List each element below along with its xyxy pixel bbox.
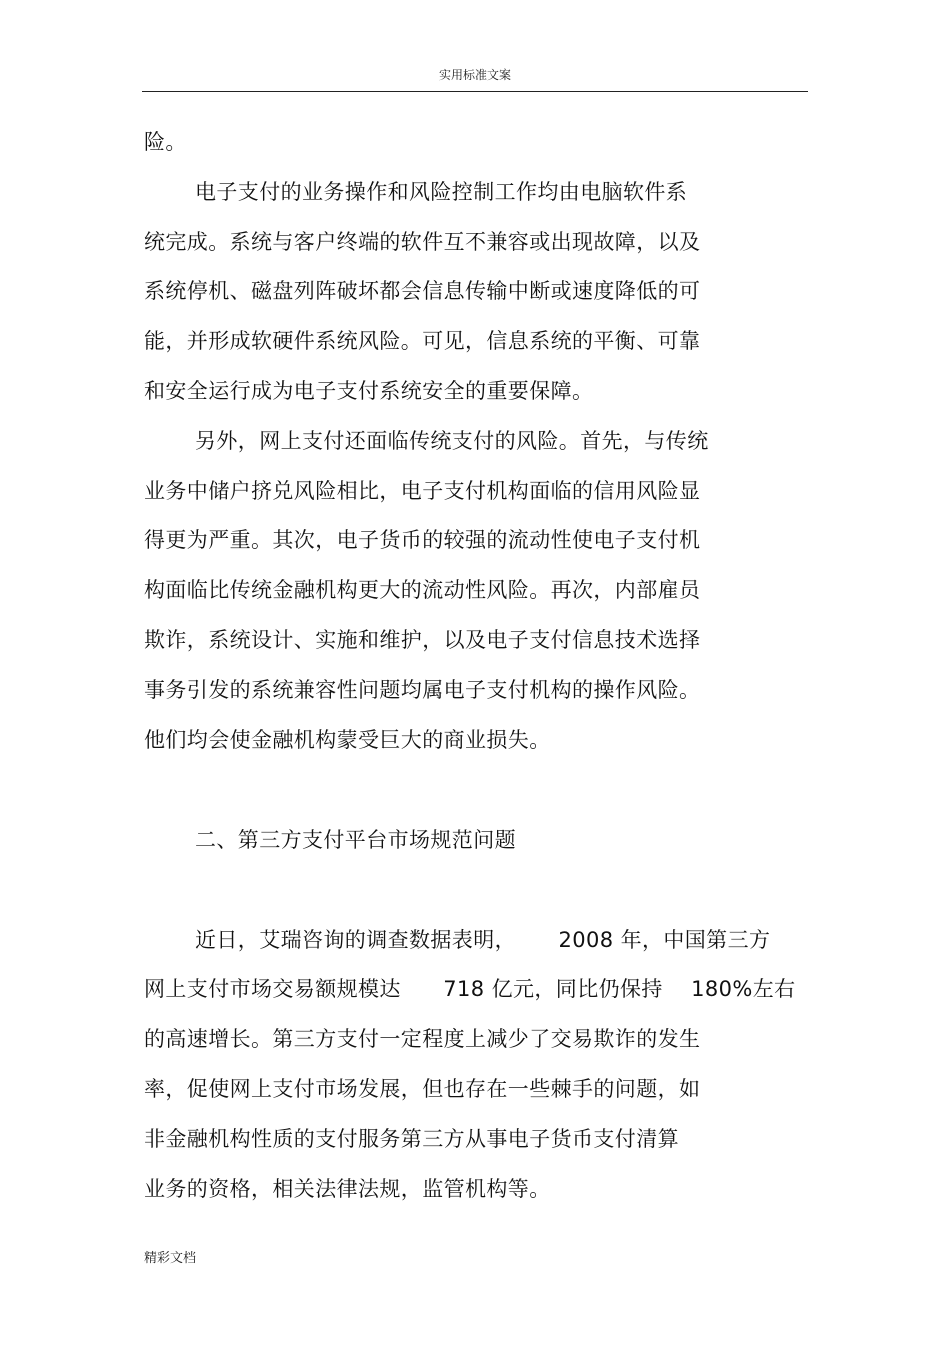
text-line: 统完成。系统与客户终端的软件互不兼容或出现故障，以及 xyxy=(144,230,701,254)
paragraph-line: 电子支付的业务操作和风险控制工作均由电脑软件系 xyxy=(195,180,688,204)
text-line: 能，并形成软硬件系统风险。可见，信息系统的平衡、可靠 xyxy=(144,329,701,353)
text-line: 险。 xyxy=(144,130,187,154)
page-footer: 精彩文档 xyxy=(144,1251,197,1266)
text-line: 的高速增长。第三方支付一定程度上减少了交易欺诈的发生 xyxy=(144,1027,701,1051)
text-line: 欺诈，系统设计、实施和维护，以及电子支付信息技术选择 xyxy=(144,628,701,652)
paragraph-line: 另外，网上支付还面临传统支付的风险。首先，与传统 xyxy=(195,429,709,453)
header-divider xyxy=(142,91,808,92)
text-line: 系统停机、磁盘列阵破坏都会信息传输中断或速度降低的可 xyxy=(144,279,701,303)
text-line: 网上支付市场交易额规模达 718 亿元，同比仍保持 180%左右 xyxy=(144,977,796,1001)
text-line: 构面临比传统金融机构更大的流动性风险。再次，内部雇员 xyxy=(144,578,701,602)
text-line: 率，促使网上支付市场发展，但也存在一些棘手的问题，如 xyxy=(144,1077,701,1101)
section-heading: 二、第三方支付平台市场规范问题 xyxy=(195,828,516,852)
text-line: 业务的资格，相关法律法规，监管机构等。 xyxy=(144,1177,551,1201)
text-line: 得更为严重。其次，电子货币的较强的流动性使电子支付机 xyxy=(144,528,701,552)
text-line: 他们均会使金融机构蒙受巨大的商业损失。 xyxy=(144,728,551,752)
text-line: 非金融机构性质的支付服务第三方从事电子货币支付清算 xyxy=(144,1127,679,1151)
text-line: 和安全运行成为电子支付系统安全的重要保障。 xyxy=(144,379,594,403)
page-header: 实用标准文案 xyxy=(438,68,511,82)
paragraph-line: 近日，艾瑞咨询的调查数据表明， 2008 年，中国第三方 xyxy=(195,928,771,952)
text-line: 事务引发的系统兼容性问题均属电子支付机构的操作风险。 xyxy=(144,678,701,702)
text-line: 业务中储户挤兑风险相比，电子支付机构面临的信用风险显 xyxy=(144,479,701,503)
